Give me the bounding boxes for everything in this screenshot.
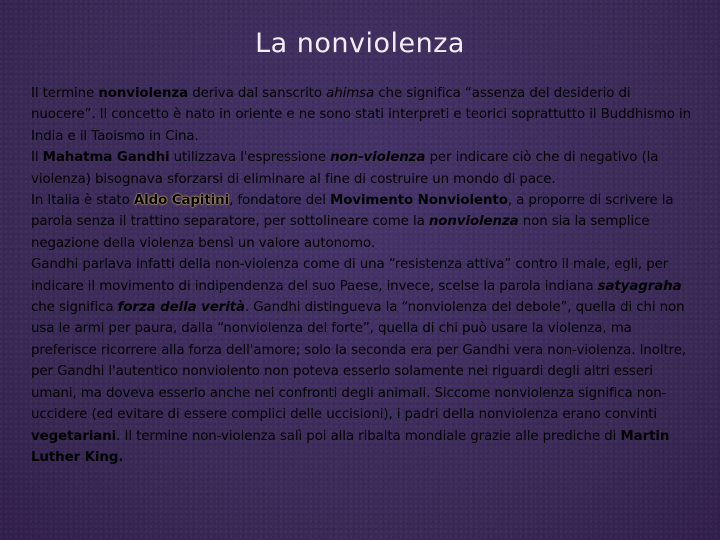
text-span: Il termine: [31, 86, 99, 101]
term-vegetariani: vegetariani: [31, 428, 117, 444]
text-span: non sia la semplice negazione della violenza bensì un valore autonomo.: [31, 214, 650, 251]
text-span: Gandhi parlava infatti della non-violenza come di una “resistenza attiva” contro il male, egli, per indicare il movimento di indipendenza del suo Paese, invece, scelse la parola indiana: [31, 257, 669, 294]
term-non-violenza: non-violenza: [330, 150, 426, 166]
name-martin-luther-king: Martin Luther King.: [31, 428, 670, 465]
slide-body: [31, 83, 693, 468]
term-nonviolenza: nonviolenza: [98, 86, 189, 101]
text-span: , a proporre di scrivere la parola senza il trattino separatore, per sottolineare come la: [31, 193, 674, 230]
paragraph-etymology: [31, 83, 693, 147]
name-movimento-nonviolento: Movimento Nonviolento: [329, 193, 508, 209]
term-satyagraha: satyagraha: [597, 278, 682, 294]
text-span: In Italia è stato: [31, 193, 134, 209]
term-nonviolenza-emph: nonviolenza: [428, 214, 519, 230]
slide-title: La nonviolenza: [255, 28, 465, 59]
text-span: . Il termine non-violenza salì poi alla ribalta mondiale grazie alle prediche di: [116, 428, 621, 444]
text-span: deriva dal sanscrito: [188, 86, 327, 101]
text-span: per indicare ciò che di negativo (la violenza) bisognava sforzarsi di eliminare al fine di costruire un mondo di pace.: [31, 150, 659, 187]
text-span: che significa: [31, 300, 118, 316]
paragraph-gandhi-usage: [31, 147, 693, 190]
text-span: utilizzava l'espressione: [169, 150, 331, 166]
text-span: che significa “assenza del desiderio di nuocere”. Il concetto è nato in oriente e ne sono stati interpreti e teorici soprattutto il Buddhismo in India e il Taoismo in Cina.: [31, 86, 691, 144]
term-forza-della-verita: forza della verità: [117, 300, 245, 316]
term-ahimsa: ahimsa: [326, 86, 375, 101]
text-span: . Gandhi distingueva la “nonviolenza del debole”, quella di chi non usa le armi per paura, dalla “nonviolenza del forte”, quella di chi può usare la violenza, ma preferisce ricorrere alla forza dell'amore; solo la seconda era per Gandhi vera non-violenza. Inoltre, per Gandhi l'autentico nonviolento non poteva esserlo solamente nei riguardi degli altri esseri umani, ma doveva esserlo anche nei confronti degli animali. Siccome nonviolenza significa non-uccidere (ed evitare di essere complici delle uccisioni), i padri della nonviolenza erano convinti: [31, 300, 687, 423]
paragraph-satyagraha: [31, 254, 693, 468]
name-mahatma-gandhi: Mahatma Gandhi: [42, 150, 170, 166]
text-span: , fondatore del: [229, 193, 330, 209]
text-span: Il: [31, 150, 43, 166]
name-aldo-capitini: Aldo Capitini: [133, 193, 230, 209]
paragraph-capitini: [31, 190, 693, 254]
